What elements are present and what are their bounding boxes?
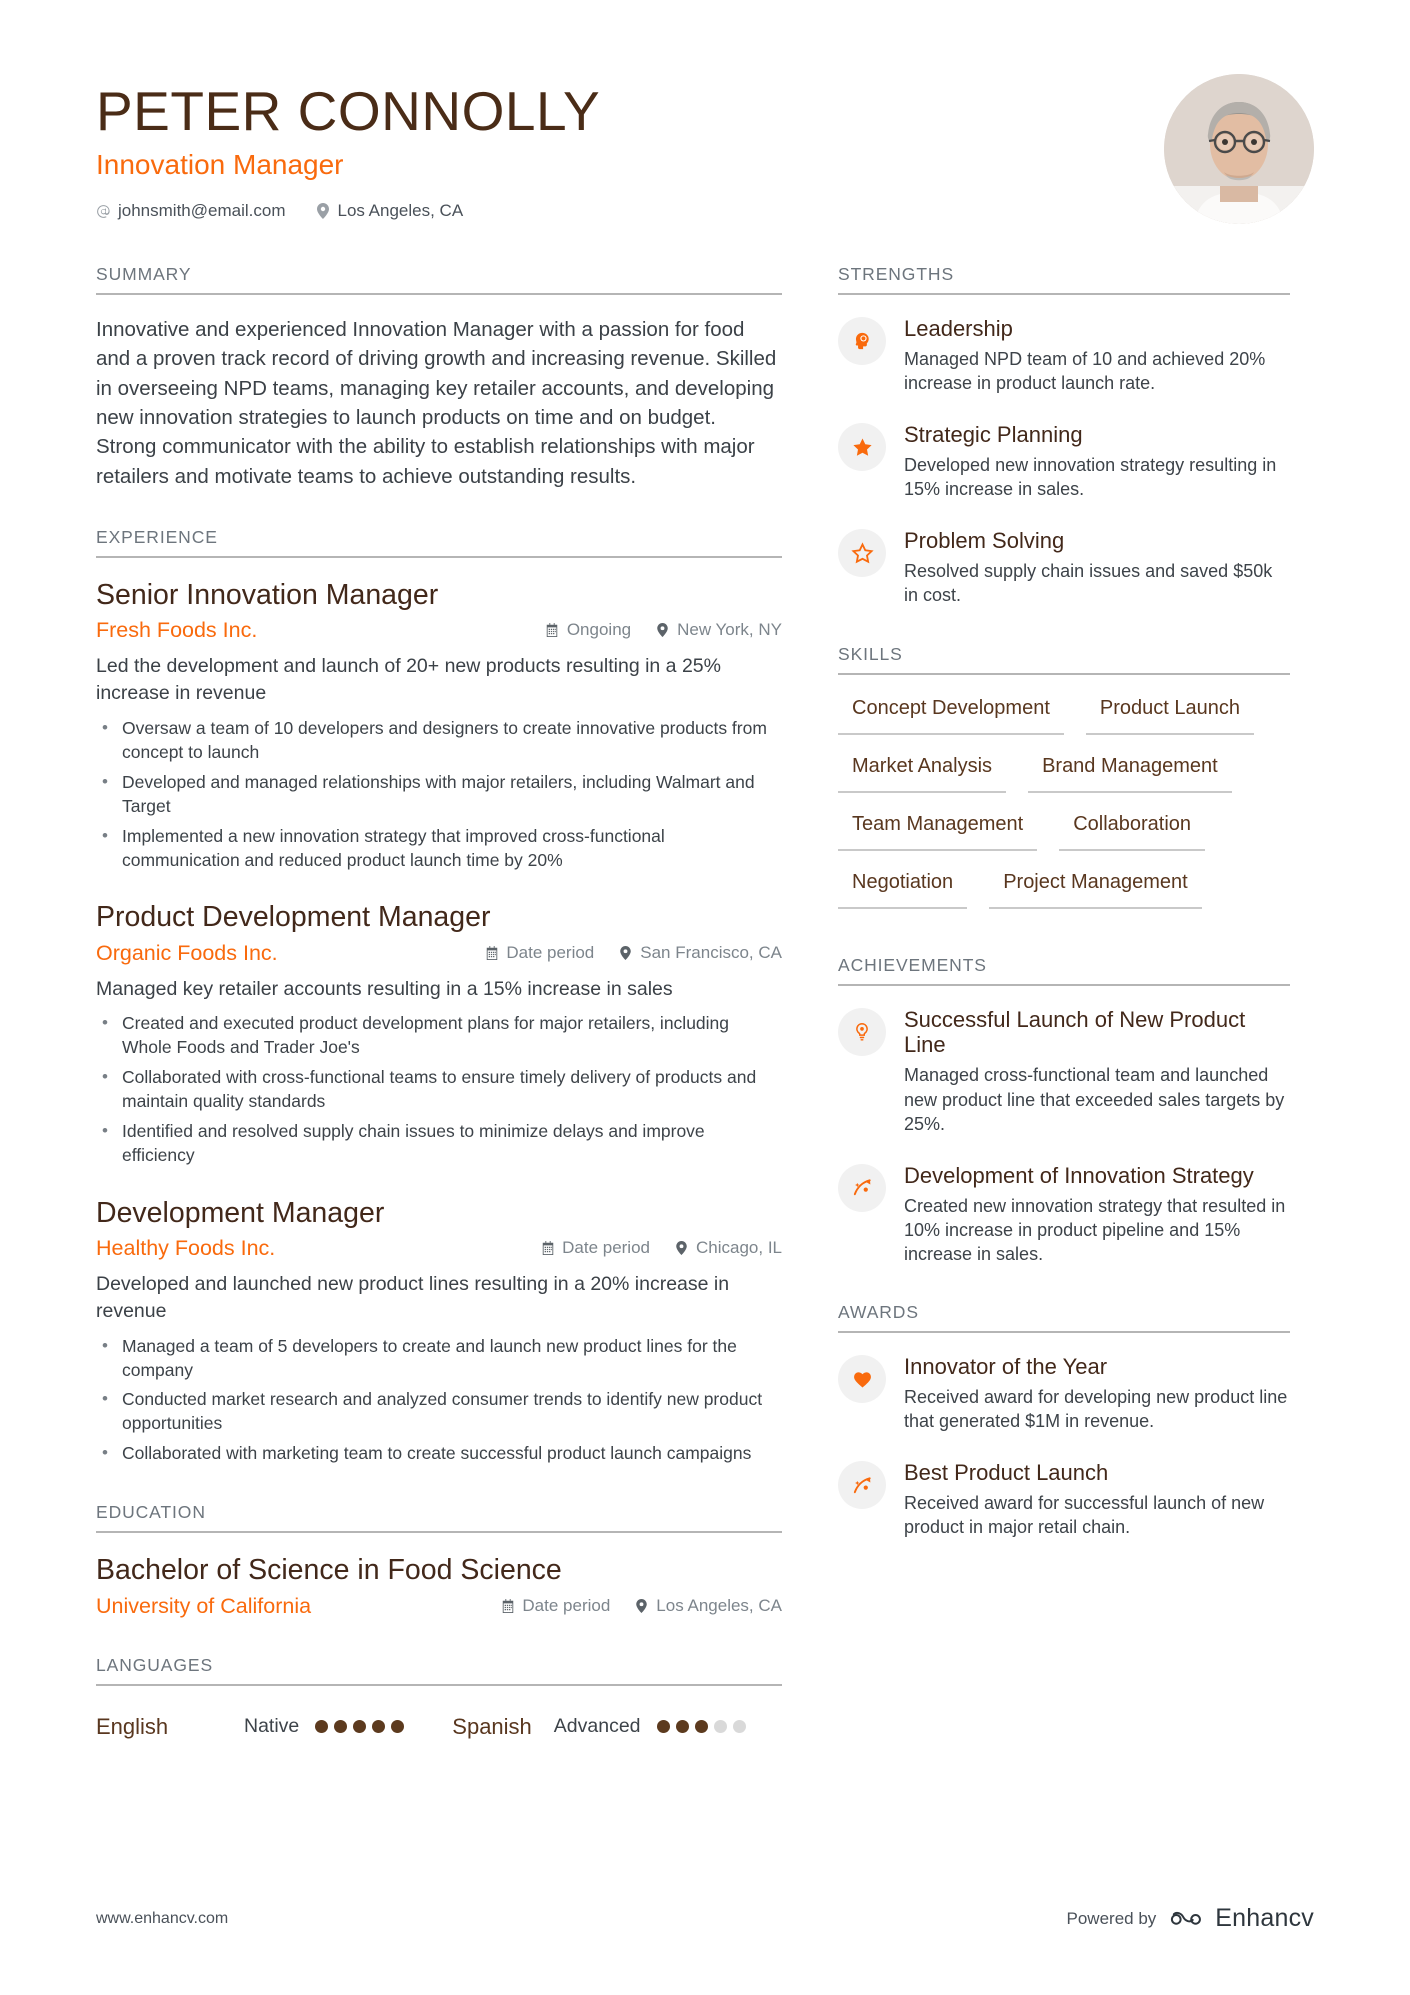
resume-columns [96, 264, 1314, 1776]
section-label-achievements: ACHIEVEMENTS [838, 955, 1290, 986]
award-title: Innovator of the Year [904, 1354, 1108, 1380]
heart-icon [838, 1355, 886, 1403]
rocket-trajectory-icon [838, 1164, 886, 1212]
education-date-text: Date period [522, 1595, 611, 1615]
section-label-skills: SKILLS [838, 644, 1290, 675]
bullet-item: • Identified and resolved supply chain issues to minimize delays and improve efficiency [96, 1120, 782, 1168]
lightbulb-icon [838, 1008, 886, 1056]
section-label-education: EDUCATION [96, 1502, 782, 1533]
experience-role: Product Development Manager [96, 901, 491, 934]
main-column [96, 264, 782, 1776]
section-languages [96, 1655, 782, 1740]
achievement-description: Created new innovation strategy that resulted in 10% increase in product pipeline and 15% increase in sales. [904, 1195, 1286, 1264]
resume-footer [96, 1904, 1314, 1933]
skills-list [838, 687, 1290, 919]
profile-photo-illustration [1164, 74, 1314, 224]
language-item [96, 1714, 404, 1740]
contact-location-text: Los Angeles, CA [337, 201, 464, 221]
strength-item [838, 527, 1290, 607]
enhancv-mark-icon [1170, 1907, 1206, 1931]
bullet-item: • Collaborated with marketing team to create successful product launch campaigns [96, 1442, 782, 1466]
experience-location-text: Chicago, IL [696, 1237, 782, 1257]
dot-empty [714, 1720, 727, 1733]
calendar-icon [484, 944, 499, 961]
achievement-description: Managed cross-functional team and launched new product line that exceeded sales targets by 25%. [904, 1065, 1285, 1134]
bullet-item: • Developed and managed relationships with major retailers, including Walmart and Target [96, 771, 782, 819]
experience-date [540, 1238, 650, 1258]
location-pin-icon [315, 203, 330, 220]
contact-email-text: johnsmith@email.com [118, 201, 286, 221]
experience-date [545, 620, 631, 640]
experience-location-text: San Francisco, CA [640, 942, 782, 962]
section-awards [838, 1302, 1290, 1539]
location-pin-icon [655, 622, 670, 639]
dot-filled [372, 1720, 385, 1733]
experience-date [484, 943, 594, 963]
strength-description: Resolved supply chain issues and saved $50k in cost. [904, 561, 1273, 606]
at-sign-icon [96, 203, 111, 220]
skill-tag: Collaboration [1059, 803, 1205, 851]
dot-filled [657, 1720, 670, 1733]
strength-item [838, 421, 1290, 501]
languages-list [96, 1686, 782, 1740]
resume-header [96, 72, 1314, 224]
location-pin-icon [634, 1597, 649, 1614]
skill-tag: Product Launch [1086, 687, 1254, 735]
dot-filled [391, 1720, 404, 1733]
location-pin-icon [674, 1239, 689, 1256]
education-school: University of California [96, 1593, 312, 1618]
section-label-awards: AWARDS [838, 1302, 1290, 1333]
bullet-item: • Implemented a new innovation strategy that improved cross-functional communication and reduced product launch time by 20% [96, 825, 782, 873]
dot-empty [733, 1720, 746, 1733]
star-outline-icon [838, 529, 886, 577]
strength-title: Strategic Planning [904, 422, 1083, 448]
job-title: Innovation Manager [96, 149, 344, 181]
brand-name: Enhancv [1215, 1904, 1314, 1932]
page-title: PETER CONNOLLY [96, 80, 601, 142]
section-experience [96, 527, 782, 1467]
language-item [452, 1714, 745, 1740]
skill-tag: Project Management [989, 861, 1202, 909]
contact-email[interactable] [96, 201, 285, 221]
skill-tag: Brand Management [1028, 745, 1232, 793]
experience-date-text: Date period [506, 942, 595, 962]
section-achievements [838, 955, 1290, 1267]
section-skills [838, 644, 1290, 919]
achievement-title: Development of Innovation Strategy [904, 1162, 1254, 1188]
contact-row [96, 201, 600, 221]
section-education [96, 1502, 782, 1618]
award-item [838, 1353, 1290, 1433]
experience-date-text: Ongoing [566, 620, 632, 640]
experience-entry [96, 578, 782, 873]
star-icon [838, 423, 886, 471]
bullet-item: • Conducted market research and analyzed consumer trends to identify new product opportunities [96, 1388, 782, 1436]
head-idea-icon [838, 317, 886, 365]
education-location [634, 1596, 782, 1616]
dot-filled [676, 1720, 689, 1733]
achievement-item [838, 1006, 1290, 1136]
experience-location [674, 1238, 782, 1258]
language-name: English [96, 1713, 169, 1739]
experience-location [655, 620, 782, 640]
location-pin-icon [618, 944, 633, 961]
summary-text: Innovative and experienced Innovation Manager with a passion for food and a proven track record of driving growth and increasing revenue. Skilled in overseeing NPD teams, managing key retailer accounts, and developing new innovation strategies to launch products on time and on budget. Strong communicator with the ability to establish relationships with major retailers and motivate teams to achieve outstanding results. [96, 318, 777, 488]
language-proficiency-dots [315, 1720, 404, 1733]
footer-url[interactable]: www.enhancv.com [96, 1909, 229, 1927]
achievement-title: Successful Launch of New Product Line [904, 1006, 1246, 1058]
dot-filled [695, 1720, 708, 1733]
section-label-summary: SUMMARY [96, 264, 782, 295]
bullet-item: • Oversaw a team of 10 developers and designers to create innovative products from concept to launch [96, 717, 782, 765]
dot-filled [315, 1720, 328, 1733]
experience-location [618, 943, 782, 963]
experience-bullets [96, 1012, 782, 1168]
skill-tag: Concept Development [838, 687, 1064, 735]
education-degree: Bachelor of Science in Food Science [96, 1554, 562, 1587]
section-summary [96, 264, 782, 491]
strength-description: Developed new innovation strategy resulting in 15% increase in sales. [904, 455, 1277, 500]
strength-description: Managed NPD team of 10 and achieved 20% increase in product launch rate. [904, 348, 1266, 394]
dot-filled [334, 1720, 347, 1733]
strength-title: Leadership [904, 316, 1013, 341]
calendar-icon [500, 1597, 515, 1614]
education-entry [96, 1553, 782, 1618]
language-level: Native [244, 1715, 300, 1738]
strength-item [838, 315, 1290, 395]
enhancv-logo [1170, 1904, 1314, 1933]
experience-bullets [96, 717, 782, 873]
experience-entry [96, 1196, 782, 1467]
experience-description: Managed key retailer accounts resulting in a 15% increase in sales [96, 977, 673, 1000]
side-column [838, 264, 1290, 1776]
calendar-icon [545, 622, 560, 639]
language-level: Advanced [553, 1715, 641, 1738]
section-label-strengths: STRENGTHS [838, 264, 1290, 295]
language-name: Spanish [452, 1713, 532, 1739]
experience-role: Development Manager [96, 1196, 385, 1229]
section-label-experience: EXPERIENCE [96, 527, 782, 558]
strength-title: Problem Solving [904, 528, 1065, 554]
bullet-item: • Created and executed product development plans for major retailers, including Whole Foods and Trader Joe's [96, 1012, 782, 1060]
rocket-trajectory-icon [838, 1461, 886, 1509]
skill-tag: Market Analysis [838, 745, 1006, 793]
skill-tag: Negotiation [838, 861, 967, 909]
experience-date-text: Date period [562, 1237, 650, 1257]
award-description: Received award for developing new product line that generated $1M in revenue. [904, 1386, 1288, 1432]
powered-by-label: Powered by [1066, 1908, 1157, 1928]
calendar-icon [540, 1239, 555, 1256]
experience-entry [96, 900, 782, 1167]
experience-bullets [96, 1335, 782, 1467]
section-label-languages: LANGUAGES [96, 1655, 782, 1686]
bullet-item: • Managed a team of 5 developers to create and launch new product lines for the company [96, 1335, 782, 1383]
experience-company: Fresh Foods Inc. [96, 618, 258, 643]
experience-location-text: New York, NY [677, 620, 782, 640]
award-title: Best Product Launch [904, 1460, 1109, 1486]
experience-description: Led the development and launch of 20+ new products resulting in a 25% increase in revenue [96, 655, 721, 705]
header-identity [96, 72, 600, 221]
achievement-item [838, 1162, 1290, 1266]
avatar [1164, 74, 1314, 224]
bullet-item: • Collaborated with cross-functional teams to ensure timely delivery of products and maintain quality standards [96, 1066, 782, 1114]
dot-filled [353, 1720, 366, 1733]
section-strengths [838, 264, 1290, 608]
language-proficiency-dots [657, 1720, 746, 1733]
award-item [838, 1459, 1290, 1539]
education-date [500, 1596, 610, 1616]
experience-role: Senior Innovation Manager [96, 578, 439, 611]
award-description: Received award for successful launch of new product in major retail chain. [904, 1493, 1265, 1538]
contact-location [315, 201, 463, 221]
education-location-text: Los Angeles, CA [656, 1595, 782, 1615]
experience-company: Healthy Foods Inc. [96, 1235, 276, 1260]
experience-company: Organic Foods Inc. [96, 940, 278, 965]
footer-brand [1067, 1904, 1314, 1933]
experience-description: Developed and launched new product lines resulting in a 20% increase in revenue [96, 1272, 730, 1323]
skill-tag: Team Management [838, 803, 1037, 851]
